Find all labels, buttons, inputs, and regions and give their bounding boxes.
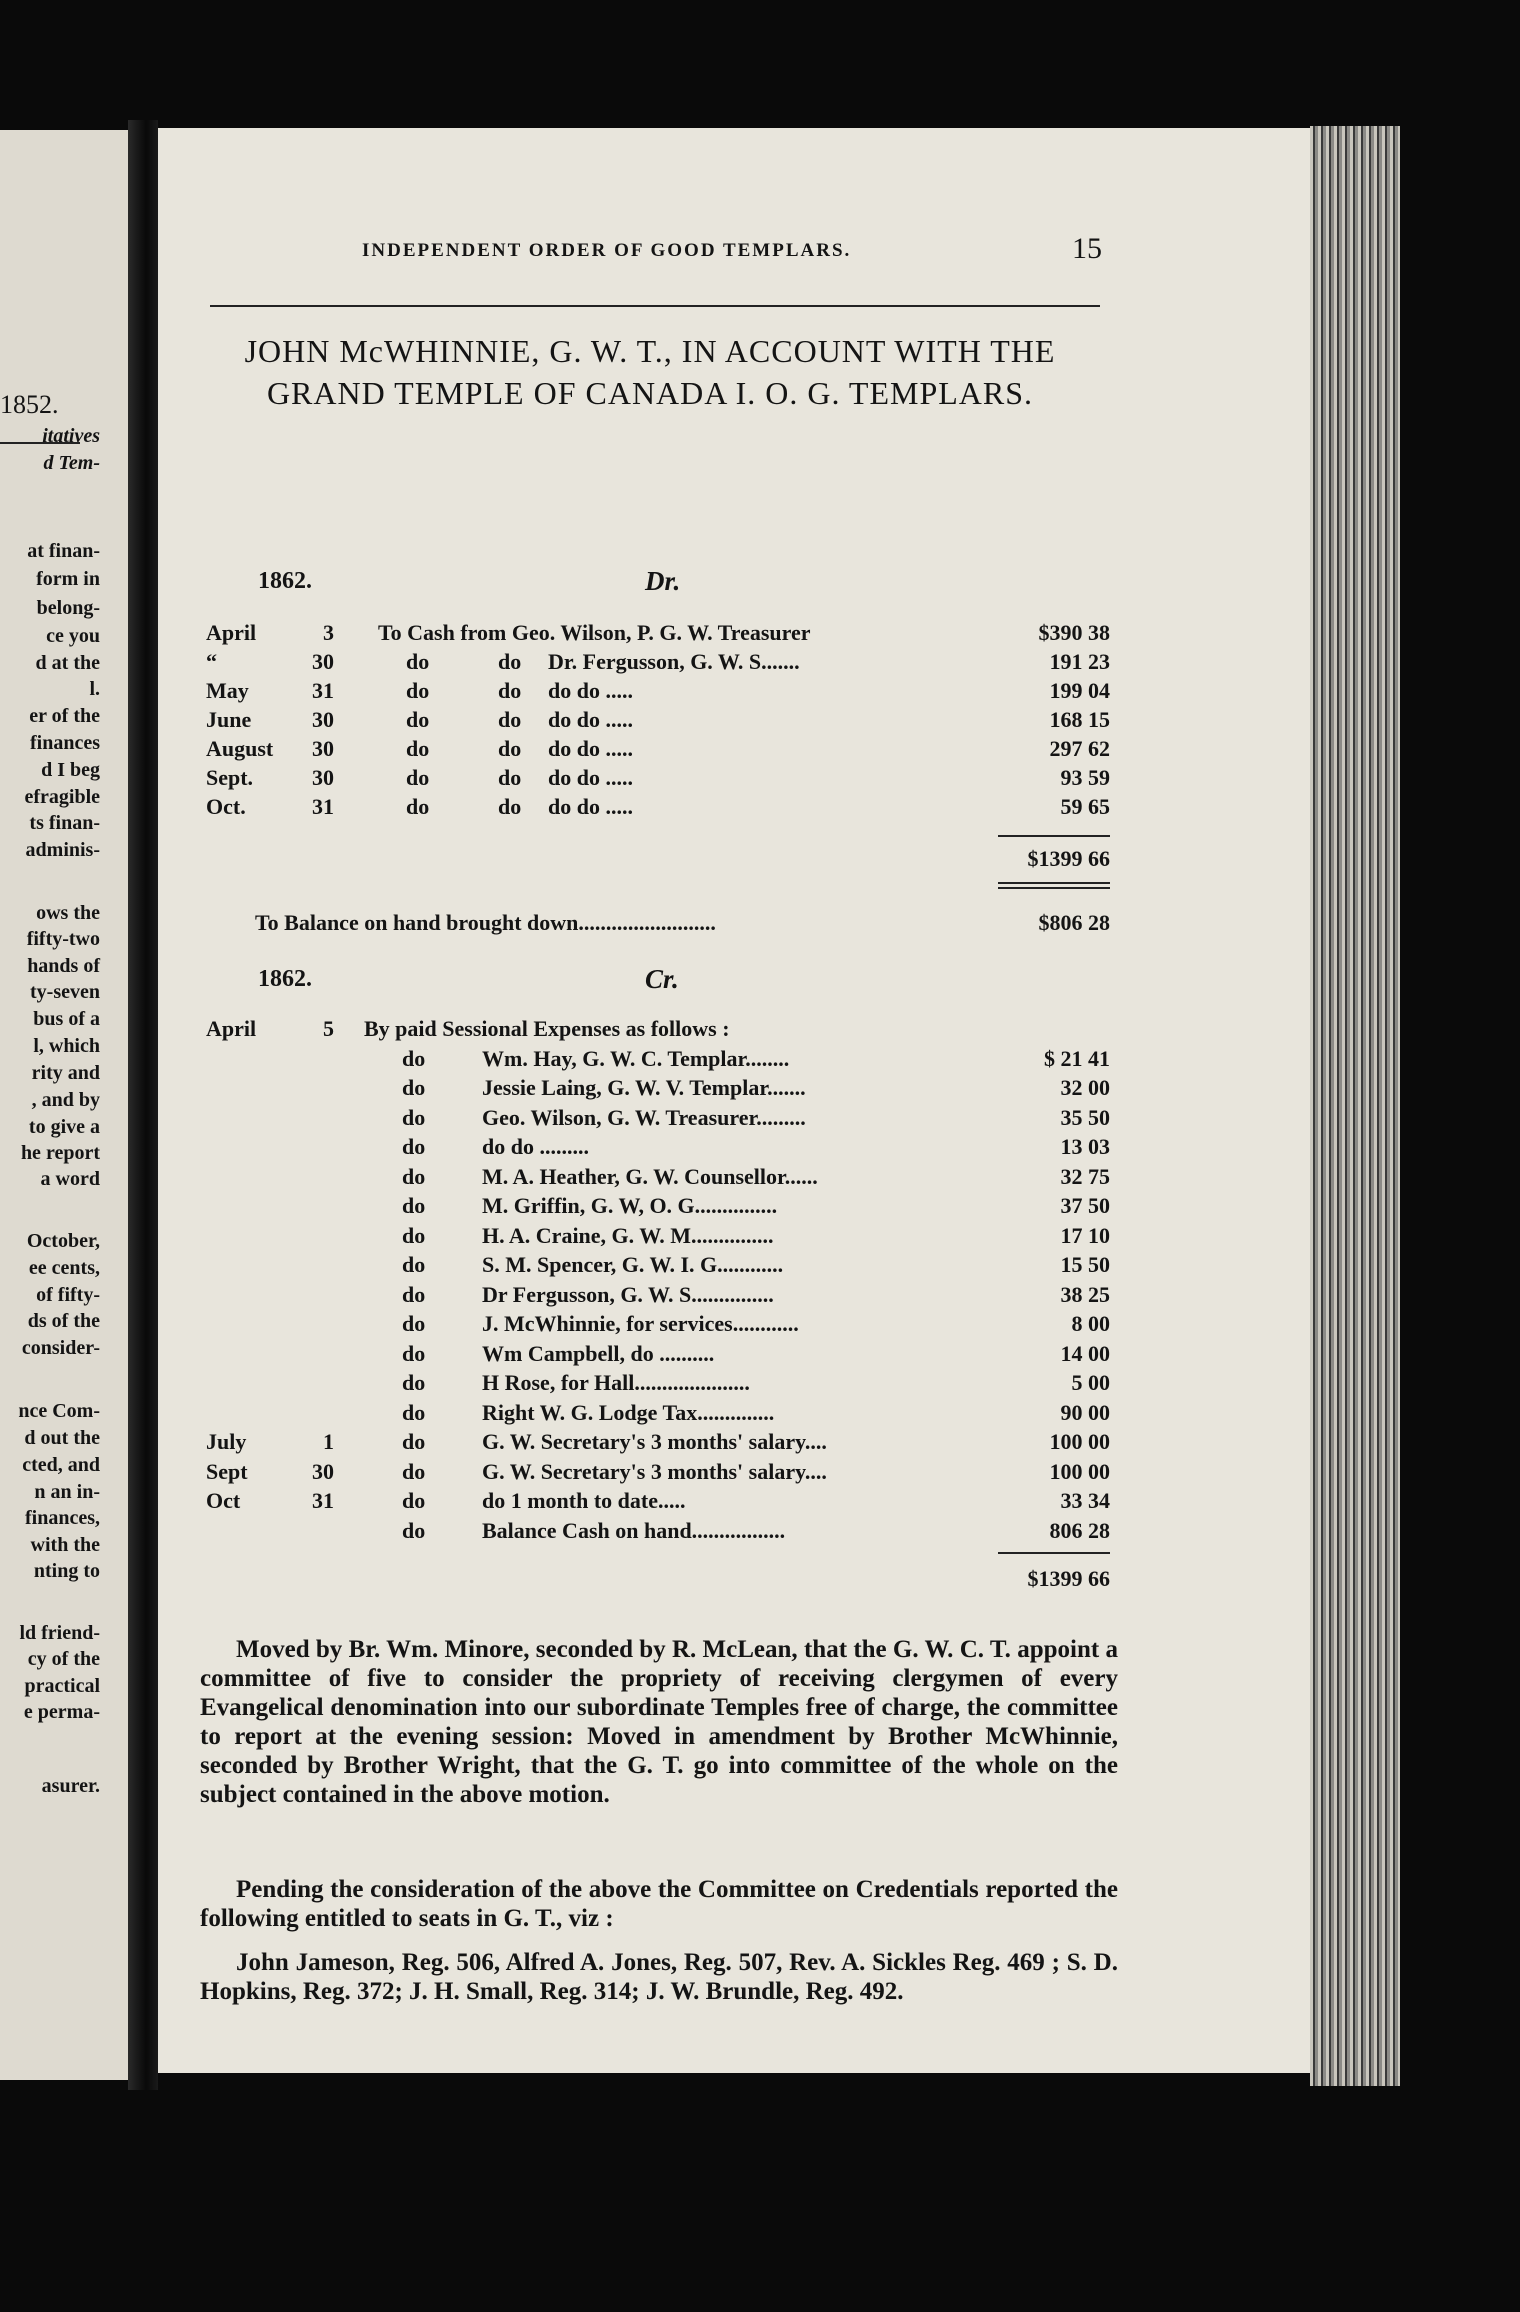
debit-row [206,649,1110,678]
facing-page-line: ce you [46,625,100,647]
account-title [180,330,1120,414]
facing-page-line: ts finan- [29,812,100,834]
debit-day: 3 [323,620,334,645]
credit-amount: 32 75 [1060,1163,1110,1189]
credit-total: $1399 66 [1027,1566,1110,1591]
credit-description: do 1 month to date..... [482,1488,686,1513]
balance-amount: $806 28 [1038,910,1110,935]
credit-ditto: do [402,1104,426,1130]
credit-description: do do ......... [482,1134,589,1159]
debit-amount: 93 59 [1060,765,1110,790]
facing-page-line: l. [89,678,100,700]
credit-ditto: By paid Sessional Expenses as follows : [364,1016,730,1041]
debit-description: Dr. Fergusson, G. W. S....... [548,649,800,674]
debit-row [206,707,1110,736]
credit-ditto: do [402,1193,426,1218]
credit-row [206,1429,1110,1458]
debit-source-ditto: do [498,765,522,790]
header-rule [210,305,1100,307]
facing-page-line: nce Com- [18,1400,100,1422]
credit-row [206,1459,1110,1488]
debit-amount: 168 15 [1049,707,1110,732]
credit-month: April [206,1016,257,1041]
credit-row [206,1193,1110,1222]
credit-ditto: do [402,1399,426,1425]
credit-amount: 100 00 [1049,1429,1110,1454]
facing-page-line: itatives [42,425,100,447]
debit-month: Oct. [206,794,246,819]
debit-day: 30 [312,736,334,761]
credit-ditto: do [402,1134,426,1159]
debit-description: do do ..... [548,678,633,703]
debit-total-rule [998,882,1110,884]
motion-paragraph: Moved by Br. Wm. Minore, seconded by R. McLean, that the G. W. C. T. appoint a committee of five to consider the propriety of receiving clergymen of every Evangelical denomination into our subordinate Temples free of charge, the committee to report at the evening session: Moved in amendment by Brother McWhinnie, seconded by Brother Wright, that the G. T. go into committee of the whole on the subject contained in the above motion. [200,1636,1118,1808]
facing-page-line: ds of the [27,1310,100,1332]
facing-page-line: , and by [31,1089,100,1111]
debit-amount: $390 38 [1038,620,1110,645]
credit-amount: 17 10 [1060,1222,1110,1248]
facing-page-line: fifty-two [26,928,100,950]
credit-year: 1862. [258,966,312,992]
debit-description: do do ..... [548,765,633,790]
debit-row [206,678,1110,707]
credit-day: 30 [312,1458,334,1484]
facing-page-line: finances [30,732,100,754]
debit-month: April [206,620,257,645]
page-number: 15 [1072,232,1102,265]
delegates-paragraph: John Jameson, Reg. 506, Alfred A. Jones, Reg. 507, Rev. A. Sickles Reg. 469 ; S. D. Hopkins, Reg. 372; J. H. Small, Reg. 314; J. W. Brundle, Reg. 492. [200,1949,1118,2005]
facing-page-line: consider- [21,1337,100,1359]
credit-amount: 13 03 [1060,1134,1110,1159]
debit-day: 30 [312,707,334,732]
debit-day: 30 [312,649,334,674]
account-title-line-1: JOHN McWHINNIE, G. W. T., IN ACCOUNT WITH THE [244,333,1056,369]
credit-month: July [206,1429,247,1454]
credit-row [206,1223,1110,1252]
debit-amount: 199 04 [1049,678,1110,703]
debit-label: Dr. [645,566,681,596]
credit-row [206,1164,1110,1193]
facing-page-line: n an in- [34,1481,100,1503]
credit-amount: 38 25 [1060,1281,1110,1307]
credit-sum-rule [998,1552,1110,1554]
credit-label: Cr. [645,964,679,994]
debit-month: August [206,736,274,761]
credit-amount: 35 50 [1060,1104,1110,1130]
credit-amount: 8 00 [1071,1311,1110,1336]
debit-day: 31 [312,678,334,703]
account-title-line-2: GRAND TEMPLE OF CANADA I. O. G. TEMPLARS. [266,375,1034,411]
credit-amount: 37 50 [1060,1193,1110,1218]
facing-page-line: ee cents, [28,1257,100,1279]
facing-page-line: e perma- [23,1701,100,1723]
debit-description: do do ..... [548,736,633,761]
credit-amount: 90 00 [1060,1399,1110,1425]
credit-amount: 100 00 [1049,1458,1110,1484]
credit-amount: 33 34 [1060,1488,1110,1513]
balance-label: To Balance on hand brought down......................... [255,910,716,935]
facing-page-line: nting to [33,1560,100,1582]
facing-page-line: to give a [28,1116,100,1138]
credit-amount: 15 50 [1060,1252,1110,1277]
debit-day: 30 [312,765,334,790]
facing-page [0,130,128,2080]
debit-month: “ [206,649,217,674]
credit-description: Wm Campbell, do .......... [482,1340,715,1366]
credit-row [206,1075,1110,1104]
facing-page-line: d I beg [41,759,100,781]
credit-amount: 32 00 [1060,1075,1110,1100]
credit-row [206,1400,1110,1429]
facing-page-line: form in [36,568,100,590]
debit-source-ditto: do [498,678,522,703]
facing-page-line: with the [30,1534,100,1556]
page-edges [1310,126,1400,2086]
debit-description: do do ..... [548,707,633,732]
credit-description: Wm. Hay, G. W. C. Templar........ [482,1045,790,1071]
credit-row [206,1134,1110,1163]
debit-source: do [406,794,430,819]
facing-page-line: of fifty- [36,1284,100,1306]
debit-total-rule-double [998,887,1110,889]
debit-source: do [406,765,430,790]
debit-source-ditto: do [498,736,522,761]
debit-month: May [206,678,249,703]
credit-ditto: do [402,1252,426,1277]
facing-page-line: d Tem- [43,452,100,474]
debit-source-ditto: do [498,794,522,819]
credit-ditto: do [402,1281,426,1307]
debit-source: do [406,736,430,761]
credit-ditto: do [402,1163,426,1189]
facing-page-line: d out the [24,1427,100,1449]
facing-page-line: bus of a [33,1008,100,1030]
credit-row [206,1311,1110,1340]
credit-day: 1 [323,1429,334,1454]
credit-day: 31 [312,1488,334,1513]
credit-row [206,1105,1110,1134]
credit-month: Sept [206,1458,248,1484]
facing-page-line: belong- [36,597,100,619]
debit-source-ditto: do [498,707,522,732]
debit-month: June [206,707,252,732]
credit-row [206,1370,1110,1399]
book-gutter [128,120,158,2090]
credit-description: G. W. Secretary's 3 months' salary.... [482,1429,827,1454]
credit-row [206,1282,1110,1311]
credit-description: H Rose, for Hall..................... [482,1370,750,1395]
facing-page-line: asurer. [41,1775,100,1797]
credit-ditto: do [402,1458,426,1484]
credit-description: Geo. Wilson, G. W. Treasurer......... [482,1104,806,1130]
facing-page-line: rity and [31,1062,100,1084]
credit-ditto: do [402,1311,426,1336]
debit-row [206,736,1110,765]
facing-page-line: er of the [29,705,100,727]
facing-page-line: he report [20,1142,100,1164]
debit-source-ditto: do [498,649,522,674]
credit-row [206,1341,1110,1370]
credit-row [206,1016,1110,1045]
facing-page-line: cted, and [22,1454,100,1476]
credit-description: Dr Fergusson, G. W. S............... [482,1281,774,1307]
debit-row [206,794,1110,823]
credit-month: Oct [206,1488,241,1513]
debit-month: Sept. [206,765,254,790]
credit-description: S. M. Spencer, G. W. I. G............ [482,1252,784,1277]
credit-day: 5 [323,1016,334,1041]
credit-row [206,1488,1110,1517]
debit-row [206,765,1110,794]
credit-ditto: do [402,1340,426,1366]
facing-page-line: a word [40,1168,100,1190]
facing-page-line: hands of [27,955,100,977]
credit-row [206,1046,1110,1075]
credit-amount: $ 21 41 [1044,1045,1110,1071]
debit-source: do [406,678,430,703]
credit-description: Jessie Laing, G. W. V. Templar....... [482,1075,806,1100]
facing-page-line: October, [26,1230,100,1252]
credit-amount: 5 00 [1071,1370,1110,1395]
credit-row [206,1518,1110,1547]
facing-page-line: l, which [33,1035,100,1057]
debit-source: do [406,707,430,732]
credit-ditto: do [402,1429,426,1454]
facing-page-line: d at the [35,652,100,674]
credit-ditto: do [402,1075,426,1100]
running-title: INDEPENDENT ORDER OF GOOD TEMPLARS. [362,240,852,261]
facing-page-line: cy of the [27,1648,100,1670]
credit-description: M. Griffin, G. W, O. G............... [482,1193,778,1218]
facing-page-line: ty-seven [30,981,100,1003]
facing-page-line: practical [24,1675,100,1697]
facing-page-line: adminis- [25,839,100,861]
credit-description: Balance Cash on hand................. [482,1517,786,1543]
credit-ditto: do [402,1045,426,1071]
facing-page-line: ld friend- [19,1622,100,1644]
debit-total: $1399 66 [1027,846,1110,871]
debit-amount: 297 62 [1049,736,1110,761]
debit-year: 1862. [258,568,312,594]
debit-amount: 59 65 [1060,794,1110,819]
facing-page-line: finances, [25,1507,100,1529]
facing-page-line: efragible [24,786,100,808]
debit-row [206,620,1110,649]
debit-amount: 191 23 [1049,649,1110,674]
credit-description: H. A. Craine, G. W. M............... [482,1222,774,1248]
facing-page-line: at finan- [27,540,100,562]
debit-source: do [406,649,430,674]
credit-ditto: do [402,1222,426,1248]
facing-page-line: 1852. [0,390,59,419]
debit-source: To Cash from Geo. Wilson, P. G. W. Treasurer [378,620,811,645]
running-header [200,230,1110,270]
credit-description: Right W. G. Lodge Tax.............. [482,1399,775,1425]
credit-description: G. W. Secretary's 3 months' salary.... [482,1458,827,1484]
credit-description: M. A. Heather, G. W. Counsellor...... [482,1163,818,1189]
debit-sum-rule [998,835,1110,837]
credit-row [206,1252,1110,1281]
credit-ditto: do [402,1517,426,1543]
debit-description: do do ..... [548,794,633,819]
credentials-paragraph: Pending the consideration of the above the Committee on Credentials reported the following entitled to seats in G. T., viz : [200,1876,1118,1932]
credit-amount: 14 00 [1060,1340,1110,1366]
credit-ditto: do [402,1370,426,1395]
credit-description: J. McWhinnie, for services............ [482,1311,799,1336]
credit-amount: 806 28 [1049,1517,1110,1543]
credit-ditto: do [402,1488,426,1513]
debit-day: 31 [312,794,334,819]
facing-page-line: ows the [36,902,100,924]
